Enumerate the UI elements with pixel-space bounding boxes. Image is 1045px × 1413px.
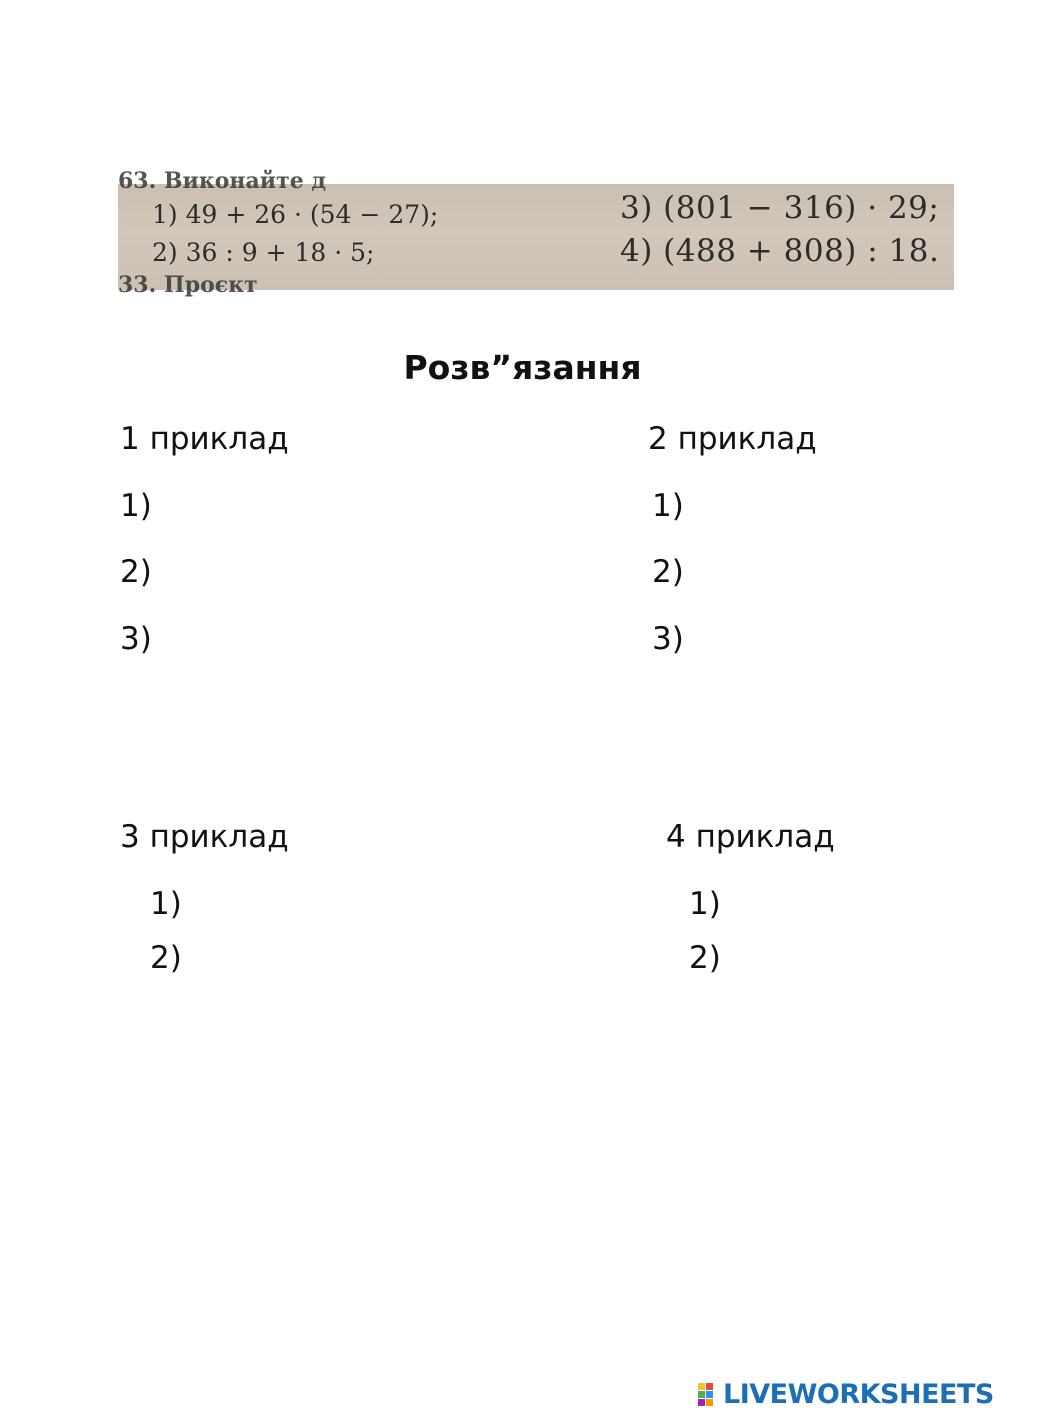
section-2-step-1[interactable]: 1) <box>652 488 684 524</box>
exercise-cut-header: 63. Виконайте д <box>118 168 327 194</box>
logo-text: LIVEWORKSHEETS <box>723 1378 994 1410</box>
section-3-heading: 3 приклад <box>120 819 289 855</box>
section-4-step-1[interactable]: 1) <box>689 886 721 922</box>
liveworksheets-logo[interactable] <box>698 1379 994 1409</box>
section-1-step-1[interactable]: 1) <box>120 488 152 524</box>
section-3-step-1[interactable]: 1) <box>150 886 182 922</box>
exercise-photo <box>118 168 954 298</box>
exercise-item-1: 1) 49 + 26 · (54 − 27); <box>152 200 439 229</box>
section-4-heading: 4 приклад <box>666 819 835 855</box>
section-3-step-2[interactable]: 2) <box>150 940 182 976</box>
exercise-item-4: 4) (488 + 808) : 18. <box>620 233 940 269</box>
section-1-heading: 1 приклад <box>120 421 289 457</box>
liveworksheets-logo-icon <box>698 1381 720 1407</box>
section-1-step-3[interactable]: 3) <box>120 621 152 657</box>
section-4-step-2[interactable]: 2) <box>689 940 721 976</box>
page-title: Розв”язання <box>403 348 642 387</box>
section-1-step-2[interactable]: 2) <box>120 554 152 590</box>
exercise-item-3: 3) (801 − 316) · 29; <box>620 190 940 226</box>
exercise-cut-footer: 33. Проєкт <box>118 272 258 298</box>
section-2-heading: 2 приклад <box>648 421 817 457</box>
section-2-step-3[interactable]: 3) <box>652 621 684 657</box>
exercise-item-2: 2) 36 : 9 + 18 · 5; <box>152 238 375 267</box>
section-2-step-2[interactable]: 2) <box>652 554 684 590</box>
